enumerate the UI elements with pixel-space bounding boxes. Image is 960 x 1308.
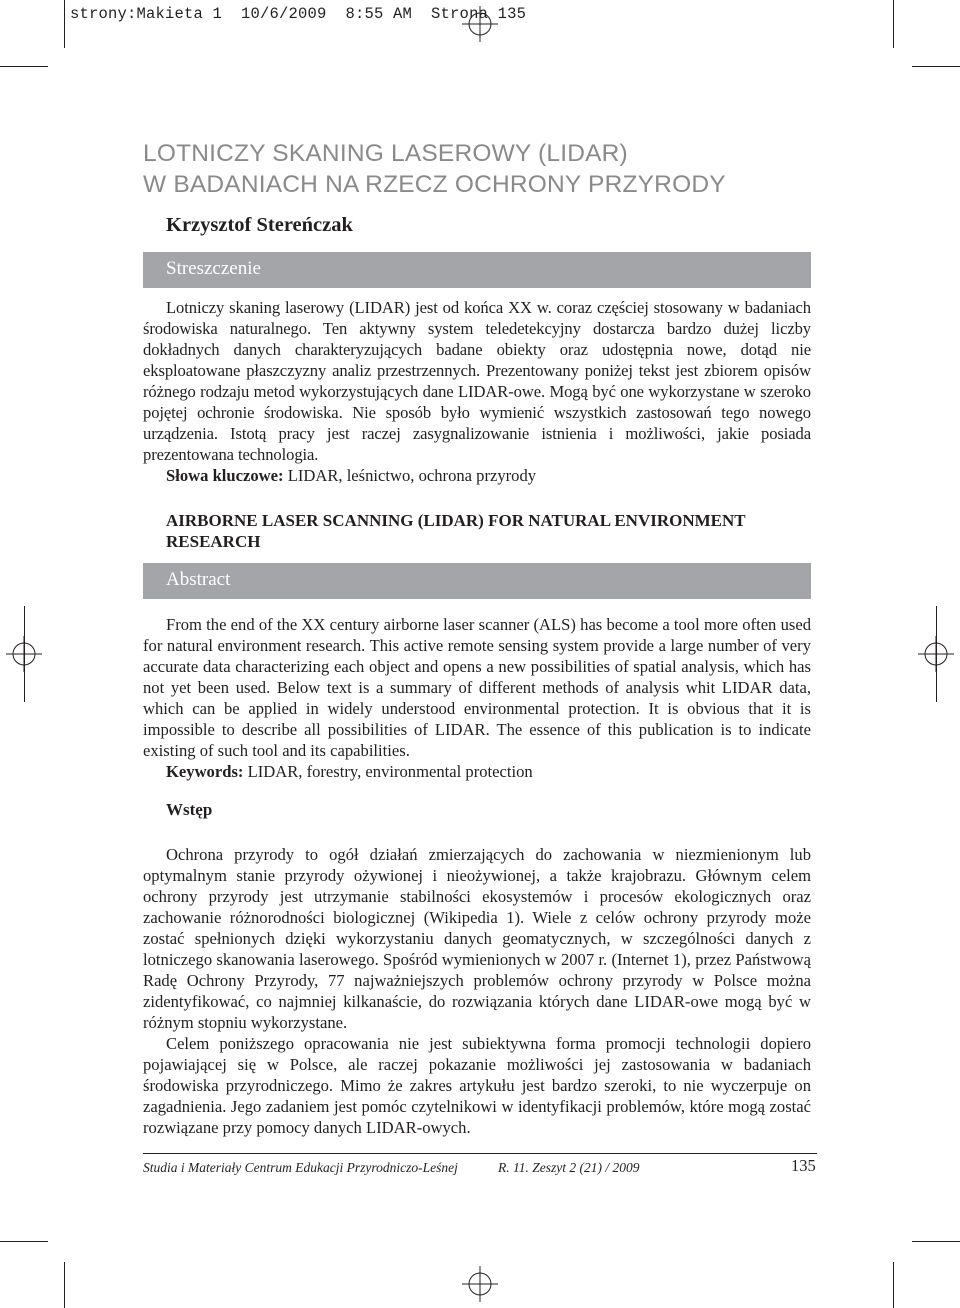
page-number: 135 [791, 1156, 816, 1175]
abstract-keywords-label: Keywords: [166, 762, 244, 781]
keywords-value: LIDAR, leśnictwo, ochrona przyrody [283, 466, 537, 485]
footer-publication: Studia i Materiały Centrum Edukacji Przyrodniczo-Leśnej [143, 1160, 458, 1175]
crop-mark-bottom-right-h [912, 1241, 960, 1242]
intro-paragraph-2: Celem poniższego opracowania nie jest subiektywna forma promocji technologii dopiero pojawiającej się w Polsce, ale raczej pokazanie możliwości jej zastosowania w badaniach środowiska przyrodniczego. Mimo że zakres artykułu jest bardzo szeroki, to nie wyczerpuje on zagadnienia. Jego zadaniem jest pomóc czytelnikowi w identyfikacji problemów, które mogą zostać rozwiązane przy pomocy danych LIDAR-owych. [143, 1034, 811, 1137]
title-line-1: LOTNICZY SKANING LASEROWY (LIDAR) [143, 140, 628, 167]
abstract-keywords-value: LIDAR, forestry, environmental protection [243, 762, 533, 781]
crop-mark-bottom-left-h [0, 1241, 48, 1242]
streszczenie-heading-bar [143, 252, 811, 288]
keywords-label: Słowa kluczowe: [166, 466, 284, 485]
streszczenie-text: Lotniczy skaning laserowy (LIDAR) jest od końca XX w. coraz częściej stosowany w badaniach środowiska naturalnego. Ten aktywny system teledetekcyjny dostarcza bardzo dużej liczby dokładnych danych charakteryzujących badane obiekty oraz udostępnia nowe, dotąd nie eksploatowane płaszczyzny analiz przestrzennych. Prezentowany poniżej tekst jest zbiorem opisów różnego rodzaju metod wykorzystujących dane LIDAR-owe. Mogą być one wykorzystane w szeroko pojętej ochronie środowiska. Nie sposób było wymienić wszystkich zastosowań tego nowego urządzenia. Istotą pracy jest raczej zasygnalizowanie istnienia i możliwości, jakie posiada prezentowana technologia. [143, 298, 811, 464]
crop-mark-bottom-left-v [64, 1262, 65, 1308]
crop-mark-top-left-h [0, 66, 48, 67]
abstract-text: From the end of the XX century airborne laser scanner (ALS) has become a tool more often used for natural environment research. This active remote sensing system provide a large number of very accurate data characterizing each object and opens a new possibilities of spatial analysis, which has not yet been used. Below text is a summary of different methods of analysis whit LIDAR data, which can be applied in widely understood environmental protection. It is obvious that it is impossible to describe all possibilities of LIDAR. The essence of this publication is to indicate existing of such tool and its capabilities. [143, 615, 811, 760]
title-line-2: W BADANIACH NA RZECZ OCHRONY PRZYRODY [143, 171, 726, 198]
crop-mark-top-left-v [64, 0, 65, 48]
crop-mark-bottom-right-v [893, 1262, 894, 1308]
english-title-line-1: AIRBORNE LASER SCANNING (LIDAR) FOR NATURAL ENVIRONMENT [166, 511, 746, 530]
slug-line: strony:Makieta 1 10/6/2009 8:55 AM Strona 135 [70, 5, 527, 23]
streszczenie-section [143, 297, 811, 486]
abstract-section [143, 614, 811, 782]
english-title [166, 510, 786, 552]
registration-mark-right-line [936, 606, 937, 702]
abstract-heading-bar [143, 563, 811, 599]
english-title-line-2: RESEARCH [166, 532, 261, 551]
streszczenie-keywords [143, 465, 811, 486]
crop-mark-top-right-v [893, 0, 894, 48]
footer-rule [143, 1153, 817, 1154]
intro-heading: Wstęp [166, 800, 213, 819]
article-title [143, 138, 843, 200]
abstract-heading: Abstract [166, 569, 231, 590]
registration-mark-top-icon [462, 6, 498, 42]
intro-section [143, 844, 811, 1138]
footer-volume: R. 11. Zeszyt 2 (21) / 2009 [498, 1160, 640, 1175]
author-name: Krzysztof Stereńczak [166, 214, 353, 236]
registration-mark-left-line [24, 606, 25, 702]
intro-paragraph-1: Ochrona przyrody to ogół działań zmierzających do zachowania w niezmienionym lub optymalnym stanie przyrody ożywionej i nieożywionej, a także krajobrazu. Głównym celem ochrony przyrody jest utrzymanie stabilności ekosystemów i procesów ekologicznych oraz zachowanie różnorodności biologicznej (Wikipedia 1). Wiele z celów ochrony przyrody może zostać spełnionych dzięki wykorzystaniu danych geomatycznych, w szczególności danych z lotniczego skanowania laserowego. Spośród wymienionych w 2007 r. (Internet 1), przez Państwową Radę Ochrony Przyrody, 77 najważniejszych problemów ochrony przyrody w Polsce można zidentyfikować, co najmniej kilkanaście, do rozwiązania których dane LIDAR-owe mogą być w różnym stopniu wykorzystane. [143, 845, 811, 1032]
registration-mark-bottom-icon [462, 1266, 498, 1302]
abstract-keywords [143, 761, 811, 782]
crop-mark-top-right-h [912, 66, 960, 67]
streszczenie-heading: Streszczenie [166, 258, 261, 279]
